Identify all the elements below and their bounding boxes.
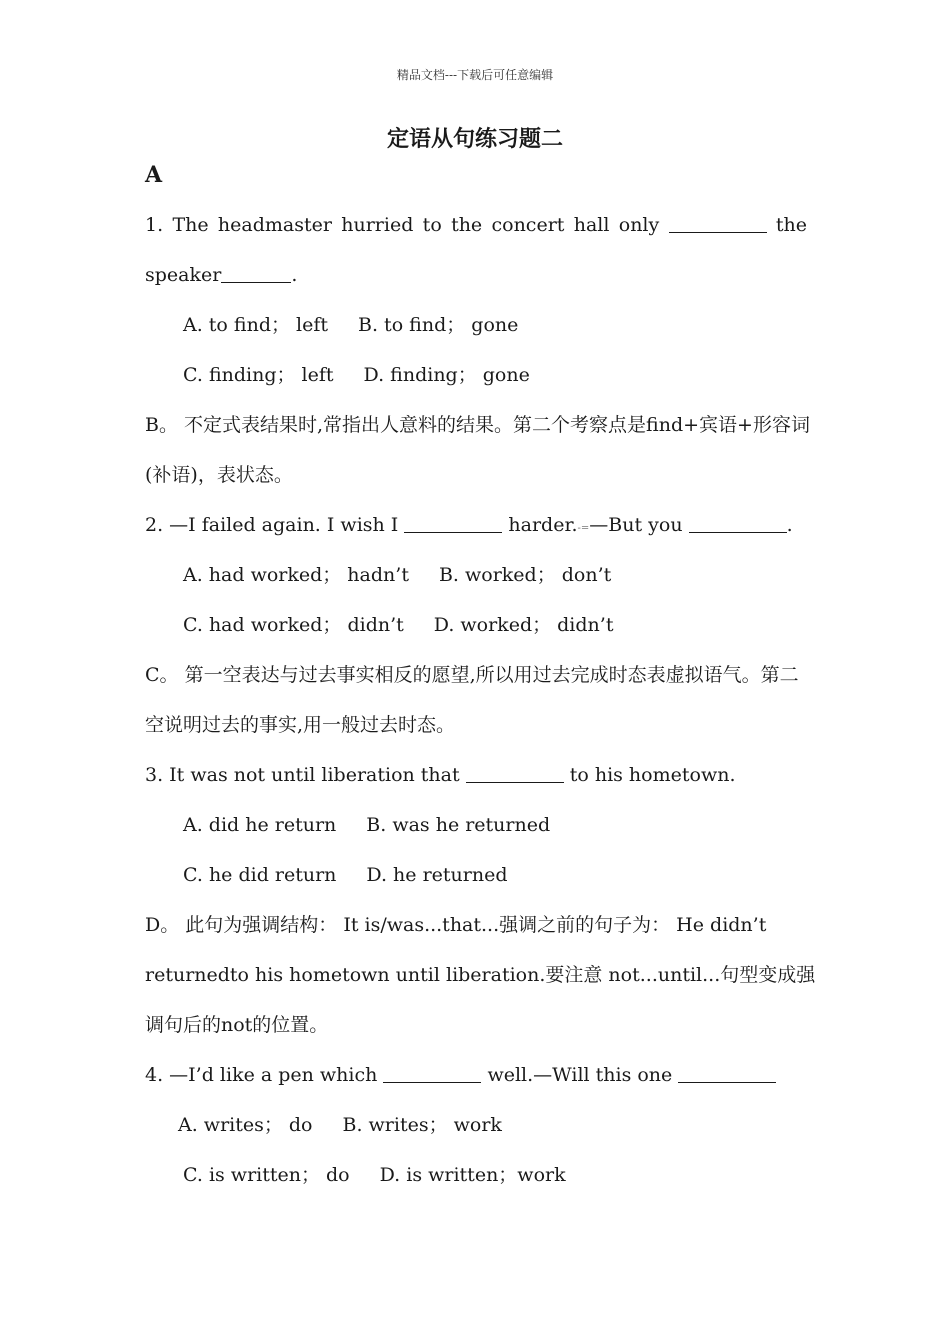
option-a: A. had worked； hadn’t <box>183 564 409 586</box>
question-3-explanation: 调句后的not的位置。 <box>145 1014 329 1036</box>
question-4-text: well.—Will this one <box>487 1064 673 1086</box>
option-a: A. to find； left <box>183 314 329 336</box>
option-a: A. did he return <box>183 814 337 836</box>
question-1-line-1 <box>145 200 807 250</box>
question-3-explanation: returnedto his hometown until liberation.要注意 not...until...句型变成强 <box>145 964 816 986</box>
question-2-text: 2. —I failed again. I wish I <box>145 514 399 536</box>
question-3-text: to his hometown. <box>569 764 736 786</box>
question-3-line-1 <box>145 750 807 800</box>
question-1-explanation: (补语)，表状态。 <box>145 464 293 486</box>
question-2-explanation: C。 第一空表达与过去事实相反的愿望,所以用过去完成时态表虚拟语气。第二 <box>145 664 799 686</box>
section-label: A <box>145 162 163 188</box>
answer-blank <box>404 513 502 533</box>
question-3-options-cd <box>145 850 807 900</box>
question-4-line-1 <box>145 1050 807 1100</box>
option-b: B. was he returned <box>366 814 551 836</box>
question-3-explanation: D。 此句为强调结构： It is/was...that...强调之前的句子为： He didn’t <box>145 914 767 936</box>
option-d: D. worked； didn’t <box>433 614 614 636</box>
page-title: 定语从句练习题二 <box>386 126 563 152</box>
question-4-options-cd <box>145 1150 807 1200</box>
question-2-options-cd <box>145 600 807 650</box>
option-b: B. writes； work <box>342 1114 502 1136</box>
question-1-text: 1. The headmaster hurried to the concert hall only <box>145 214 660 236</box>
question-1-text: the <box>775 214 807 236</box>
question-1-line-2 <box>145 250 807 300</box>
question-1-options-ab <box>145 300 807 350</box>
option-c: C. he did return <box>183 864 337 886</box>
option-c: C. had worked； didn’t <box>183 614 404 636</box>
option-d: D. is written；work <box>379 1164 566 1186</box>
page-header: 精品文档---下载后可任意编辑 <box>396 68 554 82</box>
option-b: B. to find； gone <box>358 314 519 336</box>
question-2-options-ab <box>145 550 807 600</box>
question-1-text: speaker <box>145 264 222 286</box>
answer-blank <box>678 1063 776 1083</box>
answer-blank <box>383 1063 481 1083</box>
question-3-text: 3. It was not until liberation that <box>145 764 460 786</box>
question-1-text: . <box>291 264 298 286</box>
stray-mark: -= <box>577 523 590 534</box>
question-3-options-ab <box>145 800 807 850</box>
question-2-text: harder. <box>508 514 578 536</box>
exercise-content <box>145 200 816 1200</box>
option-c: C. finding； left <box>183 364 334 386</box>
question-1-explanation: B。 不定式表结果时,常指出人意料的结果。第二个考察点是find+宾语+形容词 <box>145 414 810 436</box>
answer-blank <box>689 513 787 533</box>
question-1-options-cd <box>145 350 807 400</box>
option-d: D. he returned <box>366 864 508 886</box>
question-2-text: . <box>786 514 793 536</box>
question-2-text: —But you <box>589 514 683 536</box>
answer-blank <box>669 213 767 233</box>
option-d: D. finding； gone <box>363 364 530 386</box>
answer-blank <box>466 763 564 783</box>
question-4-options-ab <box>145 1100 807 1150</box>
question-4-text: 4. —I’d like a pen which <box>145 1064 378 1086</box>
question-2-explanation: 空说明过去的事实,用一般过去时态。 <box>145 714 456 736</box>
option-b: B. worked； don’t <box>438 564 612 586</box>
question-2-line-1 <box>145 500 807 550</box>
option-a: A. writes； do <box>178 1114 313 1136</box>
answer-blank <box>221 263 291 283</box>
option-c: C. is written； do <box>183 1164 350 1186</box>
